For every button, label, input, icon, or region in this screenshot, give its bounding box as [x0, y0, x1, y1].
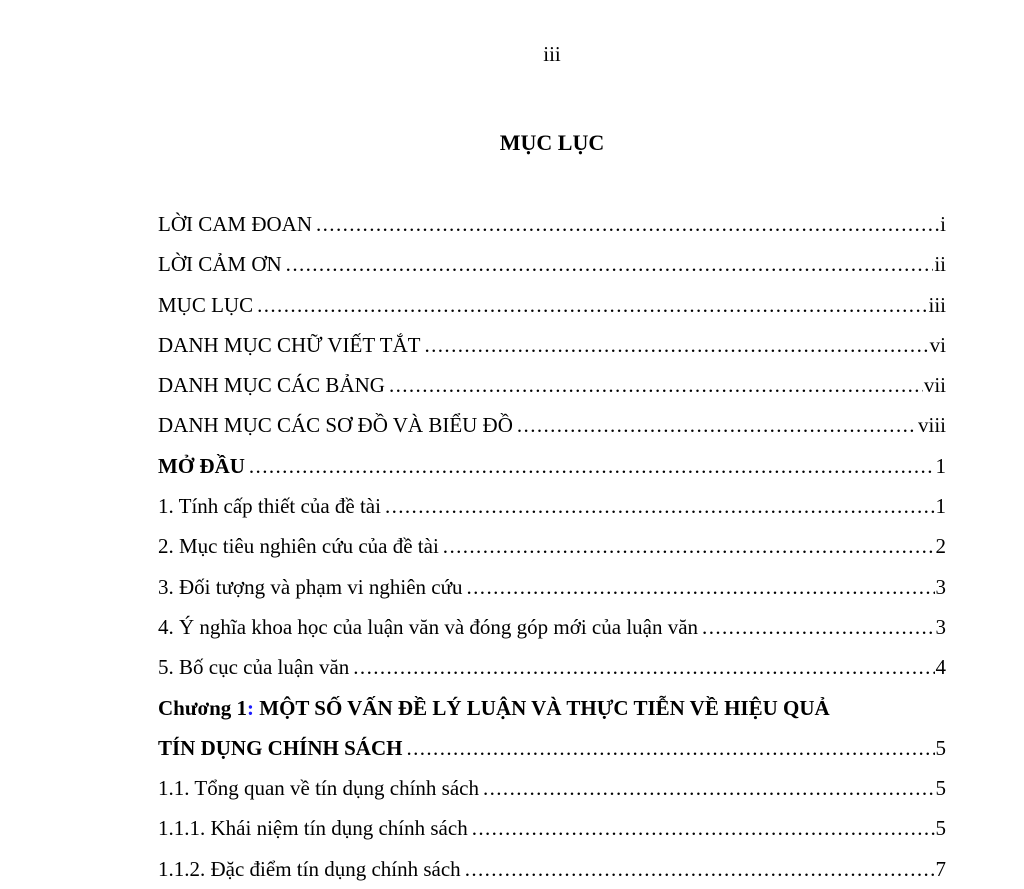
- dot-leader: [389, 365, 923, 405]
- toc-entry-page: 3: [935, 574, 946, 599]
- toc-entry-page: vi: [929, 332, 946, 357]
- toc-entry-page: ii: [934, 252, 946, 277]
- toc-entry-page: 1: [935, 494, 946, 519]
- toc-entry-page: 3: [935, 614, 946, 639]
- dot-leader: [424, 325, 928, 365]
- dot-leader: [249, 446, 935, 486]
- dot-leader: [702, 607, 934, 647]
- toc-entry-doi-tuong-pham-vi[interactable]: [158, 567, 946, 607]
- toc-entry-label: 1.1.1. Khái niệm tín dụng chính sách: [158, 816, 468, 841]
- toc-entry-label: LỜI CẢM ƠN: [158, 252, 282, 277]
- toc-entry-label: MỤC LỤC: [158, 292, 254, 317]
- toc-entry-loi-cam-on[interactable]: [158, 244, 946, 284]
- chapter1-title-line1: MỘT SỐ VẤN ĐỀ LÝ LUẬN VÀ THỰC TIỄN VỀ HIỆU QUẢ: [254, 695, 830, 720]
- toc-entry-chapter1-line2[interactable]: [158, 728, 946, 768]
- toc-entry-page: iii: [928, 292, 946, 317]
- toc-entry-danh-muc-so-do-bieu-do[interactable]: [158, 405, 946, 445]
- toc-entry-label: 1. Tính cấp thiết của đề tài: [158, 494, 381, 519]
- page-title: MỤC LỤC: [499, 130, 605, 155]
- toc-entry-1-1[interactable]: [158, 768, 946, 808]
- toc-entry-1-1-2[interactable]: [158, 849, 946, 889]
- toc-entry-1-1-1[interactable]: [158, 808, 946, 848]
- toc-entry-label: MỞ ĐẦU: [158, 453, 245, 478]
- dot-leader: [316, 204, 939, 244]
- toc-entry-loi-cam-doan[interactable]: [158, 204, 946, 244]
- dot-leader: [443, 526, 935, 566]
- dot-leader: [465, 849, 935, 889]
- toc-entry-page: 2: [935, 534, 946, 559]
- chapter1-heading: [158, 688, 834, 728]
- toc-entry-label: LỜI CAM ĐOAN: [158, 212, 312, 236]
- toc-entry-label: 3. Đối tượng và phạm vi nghiên cứu: [158, 574, 463, 599]
- toc-entry-page: vii: [923, 373, 946, 398]
- dot-leader: [385, 486, 935, 526]
- dot-leader: [257, 285, 927, 325]
- dot-leader: [517, 405, 917, 445]
- toc-entry-page: 1: [935, 453, 946, 478]
- chapter1-prefix: Chương 1: [158, 695, 248, 720]
- toc-entry-label: DANH MỤC CHỮ VIẾT TẮT: [158, 332, 421, 357]
- dot-leader: [467, 567, 935, 607]
- toc-entry-chapter1-line1[interactable]: [158, 688, 946, 728]
- dot-leader: [353, 647, 934, 687]
- toc-entry-danh-muc-chu-viet-tat[interactable]: [158, 325, 946, 365]
- toc-entry-page: 5: [935, 776, 946, 801]
- toc-entry-label: 1.1.2. Đặc điểm tín dụng chính sách: [158, 856, 461, 881]
- toc-entry-label: 1.1. Tổng quan về tín dụng chính sách: [158, 776, 479, 801]
- toc-entry-label: DANH MỤC CÁC BẢNG: [158, 373, 385, 398]
- toc-entry-muc-tieu-nghien-cuu[interactable]: [158, 526, 946, 566]
- dot-leader: [472, 808, 935, 848]
- toc-entry-label: 2. Mục tiêu nghiên cứu của đề tài: [158, 534, 439, 559]
- toc-entry-page: i: [940, 212, 946, 236]
- toc-entry-page: 5: [935, 735, 946, 760]
- toc-entry-label: DANH MỤC CÁC SƠ ĐỒ VÀ BIỂU ĐỒ: [158, 413, 513, 438]
- toc-entry-page: viii: [917, 413, 946, 438]
- toc-entry-mo-dau[interactable]: [158, 446, 946, 486]
- page-number: iii: [543, 42, 561, 66]
- toc-entry-label: 5. Bố cục của luận văn: [158, 655, 350, 680]
- toc-entry-bo-cuc[interactable]: [158, 647, 946, 687]
- toc-entry-page: 4: [935, 655, 946, 680]
- dot-leader: [286, 244, 934, 284]
- toc-entry-y-nghia-khoa-hoc[interactable]: [158, 607, 946, 647]
- dot-leader: [483, 768, 935, 808]
- toc-entry-label: 4. Ý nghĩa khoa học của luận văn và đóng góp mới của luận văn: [158, 614, 699, 639]
- toc-entry-danh-muc-cac-bang[interactable]: [158, 365, 946, 405]
- toc-entry-muc-luc[interactable]: [158, 285, 946, 325]
- toc-entry-page: 5: [935, 816, 946, 841]
- table-of-contents: [158, 204, 946, 889]
- chapter1-title-line2: TÍN DỤNG CHÍNH SÁCH: [158, 735, 403, 760]
- toc-entry-page: 7: [935, 856, 946, 881]
- chapter1-colon: :: [247, 695, 255, 720]
- toc-entry-tinh-cap-thiet[interactable]: [158, 486, 946, 526]
- dot-leader: [406, 728, 934, 768]
